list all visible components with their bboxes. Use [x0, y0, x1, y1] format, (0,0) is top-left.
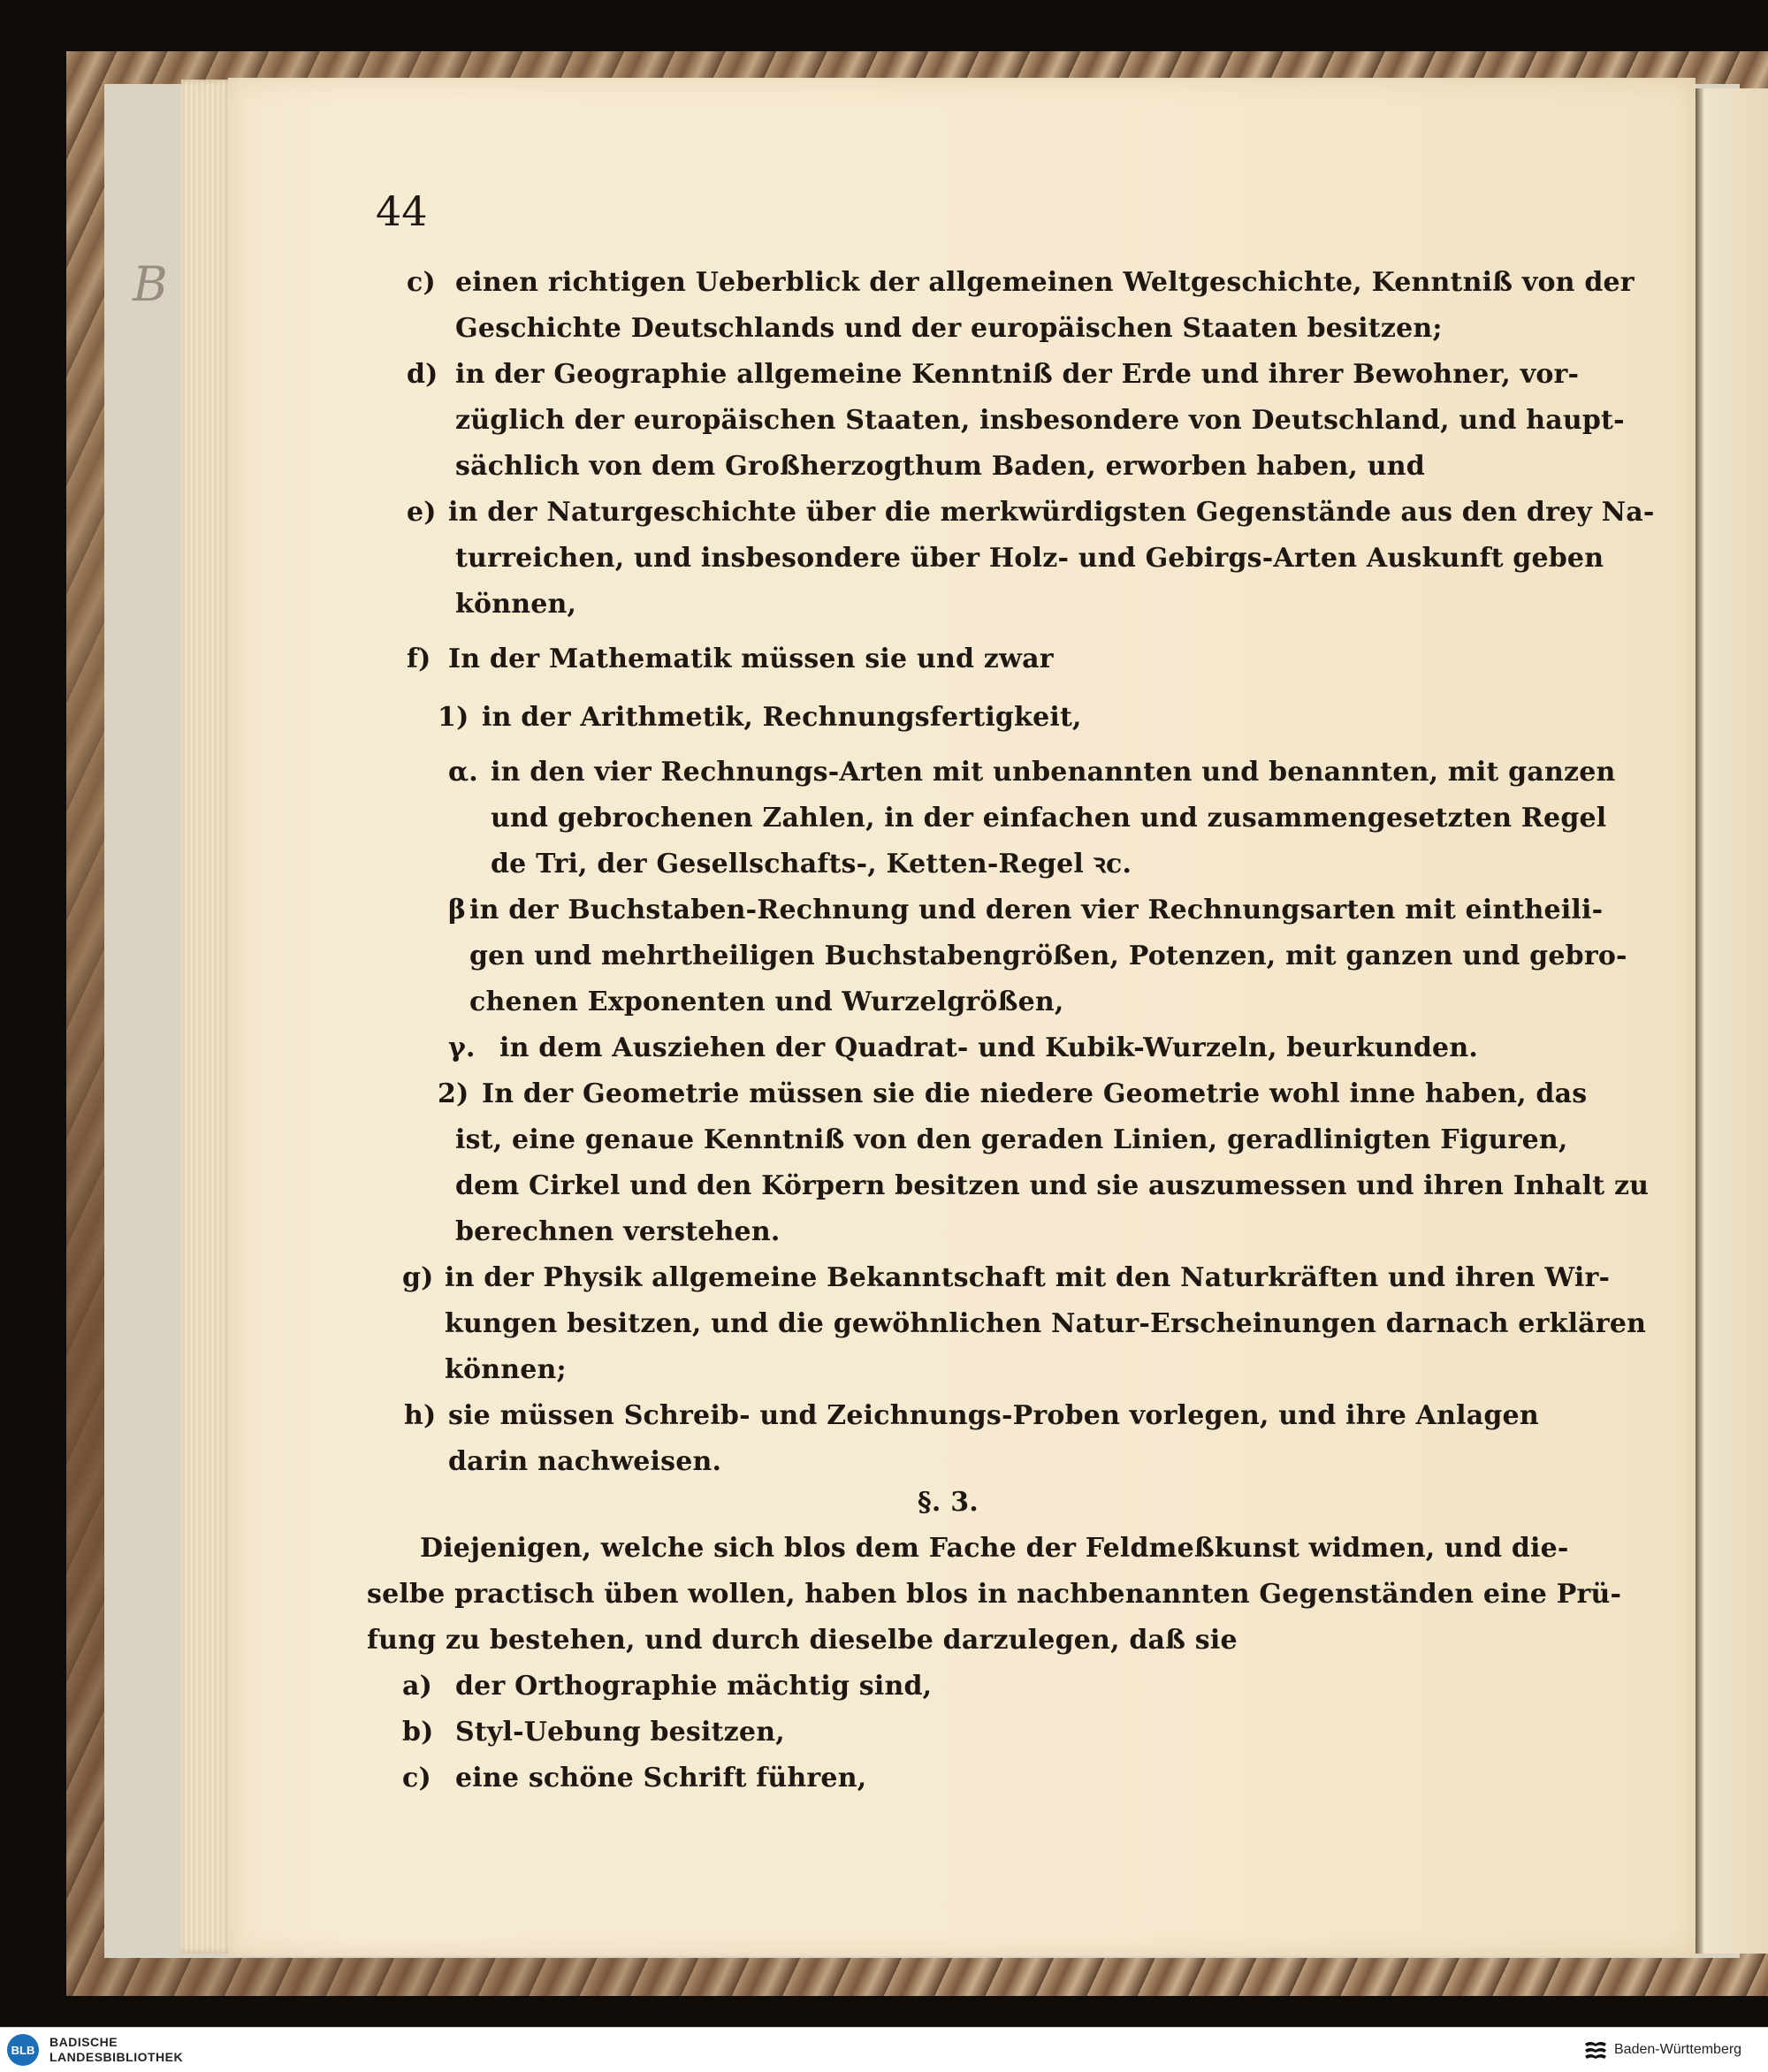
paragraph-line: fung zu bestehen, und durch dieselbe darzulegen, daß sie — [367, 1625, 1238, 1656]
paragraph-line: Diejenigen, welche sich blos dem Fache der Feldmeßkunst widmen, und die- — [420, 1533, 1569, 1564]
section-heading: §. 3. — [918, 1487, 979, 1518]
list-item-label: g) — [402, 1262, 434, 1293]
final-item-label: b) — [402, 1717, 434, 1748]
list-item-label: e) — [407, 497, 437, 528]
text-line: in der Physik allgemeine Bekanntschaft mit den Naturkräften und ihren Wir- — [445, 1262, 1611, 1293]
text-line: sächlich von dem Großherzogthum Baden, erworben haben, und — [455, 451, 1425, 482]
text-line: in der Buchstaben-Rechnung und deren vier Rechnungsarten mit eintheili- — [469, 895, 1604, 926]
text-line: züglich der europäischen Staaten, insbesondere von Deutschland, und haupt- — [455, 405, 1625, 436]
text-line: darin nachweisen. — [448, 1446, 722, 1477]
text-line: können, — [455, 589, 577, 620]
text-line: Geschichte Deutschlands und der europäischen Staaten besitzen; — [455, 313, 1443, 344]
blb-name-line1: BADISCHE — [50, 2035, 118, 2049]
list-item-label: α. — [448, 757, 478, 788]
text-line: in der Geographie allgemeine Kenntniß der Erde und ihrer Bewohner, vor- — [455, 359, 1580, 390]
text-line: chenen Exponenten und Wurzelgrößen, — [469, 986, 1064, 1017]
blb-name — [50, 2035, 183, 2065]
text-line: berechnen verstehen. — [455, 1216, 781, 1247]
baden-wuerttemberg-label: Baden-Württemberg — [1614, 2042, 1742, 2057]
text-line: ist, eine genaue Kenntniß von den geraden Linien, geradlinigten Figuren, — [455, 1124, 1568, 1155]
text-line: einen richtigen Ueberblick der allgemeinen Weltgeschichte, Kenntniß von der — [455, 267, 1635, 298]
text-line: können; — [445, 1354, 567, 1385]
final-item-text: der Orthographie mächtig sind, — [455, 1671, 933, 1702]
text-line: kungen besitzen, und die gewöhnlichen Natur-Erscheinungen darnach erklären — [445, 1308, 1647, 1339]
facing-page-edge — [1696, 88, 1768, 1954]
final-item-label: c) — [402, 1763, 431, 1794]
text-line: turreichen, und insbesondere über Holz- und Gebirgs-Arten Auskunft geben — [455, 543, 1604, 574]
text-line: de Tri, der Gesellschafts-, Ketten-Regel ꝛc. — [491, 849, 1132, 880]
text-line: in der Arithmetik, Rechnungsfertigkeit, — [482, 702, 1082, 733]
text-line: gen und mehrtheiligen Buchstabengrößen, Potenzen, mit ganzen und gebro- — [469, 941, 1627, 971]
text-line: In der Mathematik müssen sie und zwar — [448, 644, 1054, 674]
list-item-label: γ. — [448, 1032, 476, 1063]
list-item-label: 1) — [438, 702, 469, 733]
text-line: In der Geometrie müssen sie die niedere Geometrie wohl inne haben, das — [482, 1078, 1588, 1109]
text-line: in der Naturgeschichte über die merkwürdigsten Gegenstände aus den drey Na- — [448, 497, 1655, 528]
blb-logo-icon[interactable]: BLB — [7, 2034, 39, 2066]
page-number: 44 — [376, 187, 428, 235]
text-line: dem Cirkel und den Körpern besitzen und sie auszumessen und ihren Inhalt zu — [455, 1170, 1650, 1201]
text-line: in den vier Rechnungs-Arten mit unbenannten und benannten, mit ganzen — [491, 757, 1616, 788]
list-item-label: β — [448, 895, 467, 926]
paragraph-line: selbe practisch üben wollen, haben blos in nachbenannten Gegenständen eine Prü- — [367, 1579, 1622, 1610]
text-line: in dem Ausziehen der Quadrat- und Kubik-Wurzeln, beurkunden. — [499, 1032, 1478, 1063]
list-item-label: 2) — [438, 1078, 469, 1109]
list-item-label: d) — [407, 359, 438, 390]
list-item-label: c) — [407, 267, 436, 298]
text-line: und gebrochenen Zahlen, in der einfachen und zusammengesetzten Regel — [491, 803, 1607, 834]
final-item-text: Styl-Uebung besitzen, — [455, 1717, 785, 1748]
page-edges — [181, 80, 234, 1954]
baden-wuerttemberg-lions-icon — [1582, 2037, 1609, 2063]
text-line: sie müssen Schreib- und Zeichnungs-Proben vorlegen, und ihre Anlagen — [448, 1400, 1539, 1431]
viewer-footer — [0, 2027, 1768, 2072]
list-item-label: h) — [404, 1400, 437, 1431]
blb-name-line2: LANDESBIBLIOTHEK — [50, 2050, 184, 2064]
list-item-label: f) — [407, 644, 431, 674]
margin-pencil-mark: B — [133, 256, 168, 312]
final-item-text: eine schöne Schrift führen, — [455, 1763, 867, 1794]
final-item-label: a) — [402, 1671, 433, 1702]
